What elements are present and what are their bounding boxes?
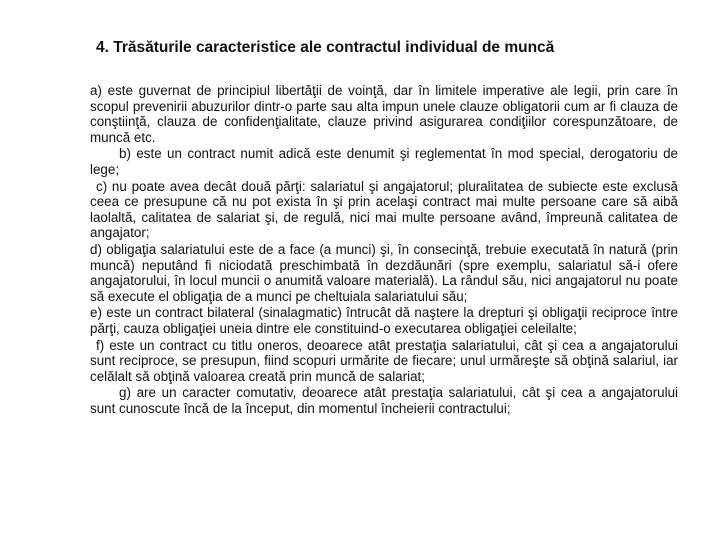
paragraph-c: c) nu poate avea decât două părţi: salariatul şi angajatorul; pluralitatea de subiecte este exclusă ceea ce presupune că nu pot exista în şi prin acelaşi contract mai multe persoane care să aibă laolaltă, calitatea de salariat şi, de regulă, nici mai multe persoane având, împreună calitatea de angajator;	[90, 178, 678, 241]
paragraph-f: f) este un contract cu titlu oneros, deoarece atât prestaţia salariatului, cât şi cea a angajatorului sunt reciproce, se presupun, fiind scopuri urmărite de fiecare; unul urmăreşte să obţină salariul, iar celălalt să obţină valoarea creată prin muncă de salariat;	[90, 337, 678, 384]
paragraph-e: e) este un contract bilateral (sinalagmatic) întrucât dă naştere la drepturi şi obligaţii reciproce între părţi, cauza obligaţiei uneia dintre ele constituind-o executarea obligaţiei celeilalte;	[90, 305, 678, 336]
paragraph-g: g) are un caracter comutativ, deoarece atât prestaţia salariatului, cât şi cea a angajatorului sunt cunoscute încă de la început, din momentul încheierii contractului;	[90, 385, 678, 416]
page-title: 4. Trăsăturile caracteristice ale contractul individual de muncă	[96, 39, 555, 56]
body-text	[90, 83, 678, 417]
paragraph-b: b) este un contract numit adică este denumit şi reglementat în mod special, derogatoriu de lege;	[90, 146, 678, 177]
paragraph-a: a) este guvernat de principiul libertăţii de voinţă, dar în limitele imperative ale legii, prin care în scopul prevenirii abuzurilor dintr-o parte sau alta impun unele clauze obligatorii cum ar fi clauza de conştiinţă, clauza de confidenţialitate, clauze privind asigurarea condiţiilor corespunzătoare, de muncă etc.	[90, 83, 678, 145]
paragraph-d: d) obligaţia salariatului este de a face (a munci) şi, în consecinţă, trebuie executată în natură (prin muncă) neputând fi niciodată preschimbată în dezdăunări (spre exemplu, salariatul să-i ofere angajatorului, în locul muncii o anumită valoare materială). La rândul său, nici angajatorul nu poate să execute el obligaţia de a munci pe cheltuiala salariatului său;	[90, 241, 678, 304]
